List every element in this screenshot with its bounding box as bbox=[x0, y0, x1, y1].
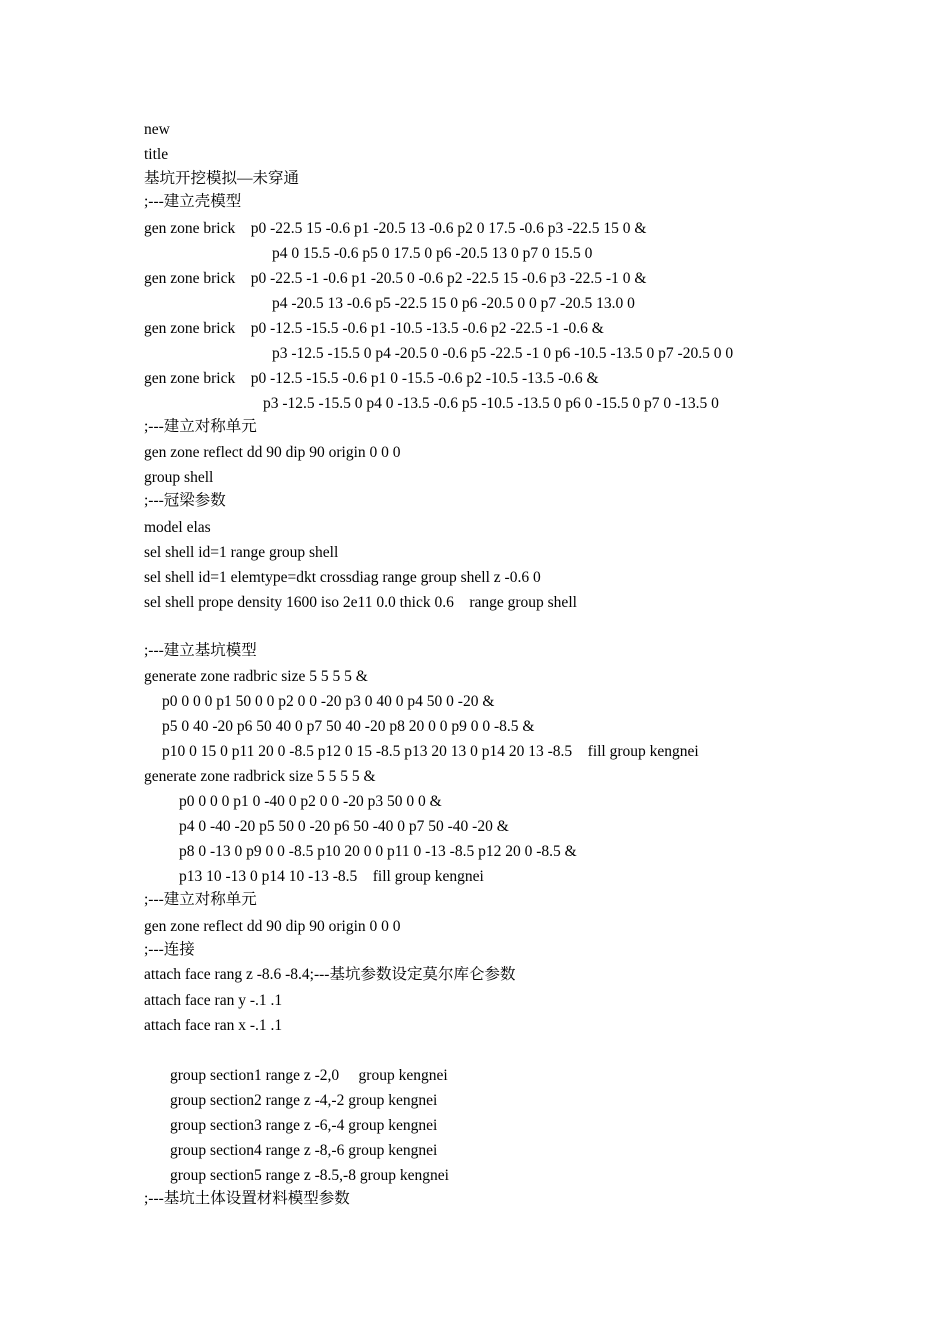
code-line: group section5 range z -8.5,-8 group kengnei bbox=[170, 1167, 449, 1184]
code-line: sel shell prope density 1600 iso 2e11 0.0 thick 0.6 range group shell bbox=[144, 594, 577, 611]
code-line: title bbox=[144, 146, 169, 163]
code-line: attach face ran y -.1 .1 bbox=[144, 992, 283, 1009]
code-line: gen zone brick p0 -12.5 -15.5 -0.6 p1 0 -15.5 -0.6 p2 -10.5 -13.5 -0.6 & bbox=[144, 370, 599, 387]
code-comment: ;---连接 bbox=[144, 941, 195, 958]
code-line: generate zone radbric size 5 5 5 5 & bbox=[144, 668, 368, 685]
code-line-continuation: p0 0 0 0 p1 50 0 0 p2 0 0 -20 p3 0 40 0 p4 50 0 -20 & bbox=[162, 693, 495, 710]
code-line-continuation: p5 0 40 -20 p6 50 40 0 p7 50 40 -20 p8 20 0 0 p9 0 0 -8.5 & bbox=[162, 718, 535, 735]
code-line: sel shell id=1 elemtype=dkt crossdiag range group shell z -0.6 0 bbox=[144, 569, 541, 586]
code-line: 基坑开挖模拟—未穿通 bbox=[144, 170, 300, 187]
code-line: attach face rang z -8.6 -8.4;---基坑参数设定莫尔库仑参数 bbox=[144, 966, 516, 983]
code-line: attach face ran x -.1 .1 bbox=[144, 1017, 283, 1034]
code-line: gen zone reflect dd 90 dip 90 origin 0 0 0 bbox=[144, 918, 401, 935]
code-comment: ;---基坑土体设置材料模型参数 bbox=[144, 1190, 350, 1207]
code-line: group section1 range z -2,0 group kengnei bbox=[170, 1067, 448, 1084]
code-line-continuation: p13 10 -13 0 p14 10 -13 -8.5 fill group kengnei bbox=[179, 868, 484, 885]
code-line: model elas bbox=[144, 519, 211, 536]
code-line: gen zone brick p0 -22.5 15 -0.6 p1 -20.5 13 -0.6 p2 0 17.5 -0.6 p3 -22.5 15 0 & bbox=[144, 220, 647, 237]
code-line: sel shell id=1 range group shell bbox=[144, 544, 339, 561]
code-comment: ;---建立对称单元 bbox=[144, 418, 257, 435]
code-line: group section3 range z -6,-4 group kengnei bbox=[170, 1117, 438, 1134]
code-line-continuation: p4 0 15.5 -0.6 p5 0 17.5 0 p6 -20.5 13 0 p7 0 15.5 0 bbox=[272, 245, 593, 262]
code-line-continuation: p10 0 15 0 p11 20 0 -8.5 p12 0 15 -8.5 p13 20 13 0 p14 20 13 -8.5 fill group kengnei bbox=[162, 743, 699, 760]
code-line-continuation: p4 0 -40 -20 p5 50 0 -20 p6 50 -40 0 p7 50 -40 -20 & bbox=[179, 818, 509, 835]
code-line-continuation: p4 -20.5 13 -0.6 p5 -22.5 15 0 p6 -20.5 0 0 p7 -20.5 13.0 0 bbox=[272, 295, 635, 312]
code-comment: ;---建立壳模型 bbox=[144, 193, 242, 210]
code-comment: ;---建立基坑模型 bbox=[144, 642, 257, 659]
code-line: group section4 range z -8,-6 group kengnei bbox=[170, 1142, 438, 1159]
code-comment: ;---建立对称单元 bbox=[144, 891, 257, 908]
code-line: generate zone radbrick size 5 5 5 5 & bbox=[144, 768, 376, 785]
code-comment: ;---冠梁参数 bbox=[144, 492, 226, 509]
code-line-continuation: p3 -12.5 -15.5 0 p4 0 -13.5 -0.6 p5 -10.5 -13.5 0 p6 0 -15.5 0 p7 0 -13.5 0 bbox=[263, 395, 719, 412]
code-line-continuation: p0 0 0 0 p1 0 -40 0 p2 0 0 -20 p3 50 0 0 & bbox=[179, 793, 442, 810]
code-line-continuation: p3 -12.5 -15.5 0 p4 -20.5 0 -0.6 p5 -22.5 -1 0 p6 -10.5 -13.5 0 p7 -20.5 0 0 bbox=[272, 345, 734, 362]
code-line: group shell bbox=[144, 469, 214, 486]
code-line: gen zone brick p0 -12.5 -15.5 -0.6 p1 -10.5 -13.5 -0.6 p2 -22.5 -1 -0.6 & bbox=[144, 320, 604, 337]
code-line: group section2 range z -4,-2 group kengnei bbox=[170, 1092, 438, 1109]
code-line-continuation: p8 0 -13 0 p9 0 0 -8.5 p10 20 0 0 p11 0 -13 -8.5 p12 20 0 -8.5 & bbox=[179, 843, 577, 860]
code-line: gen zone brick p0 -22.5 -1 -0.6 p1 -20.5 0 -0.6 p2 -22.5 15 -0.6 p3 -22.5 -1 0 & bbox=[144, 270, 647, 287]
code-line: gen zone reflect dd 90 dip 90 origin 0 0 0 bbox=[144, 444, 401, 461]
code-line: new bbox=[144, 121, 170, 138]
